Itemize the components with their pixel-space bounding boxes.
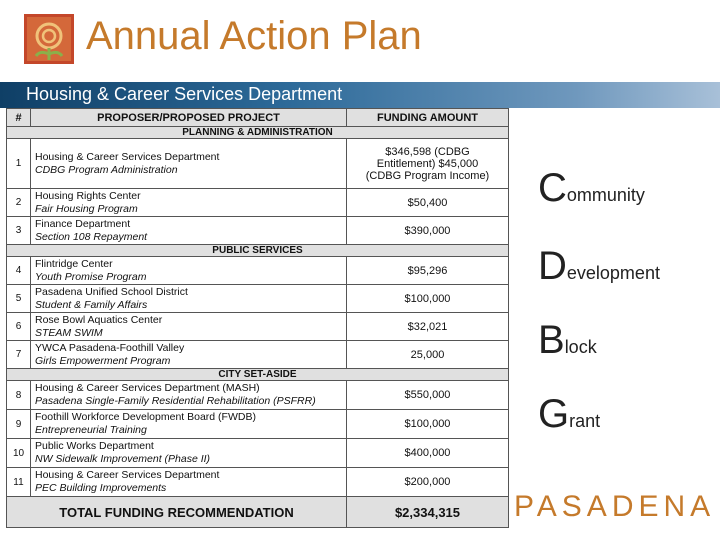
proposer-name: Housing & Career Services Department [35,469,220,481]
row-number: 3 [7,217,31,245]
row-number: 7 [7,341,31,369]
row-number: 11 [7,468,31,497]
funding-amount: $95,296 [347,257,509,285]
cdbg-initial: B [538,318,565,362]
funding-amount: $50,400 [347,189,509,217]
table-header-row [7,109,509,127]
cdbg-word [538,318,597,363]
table-row [7,410,509,439]
project-cell [31,217,347,245]
row-number: 6 [7,313,31,341]
table-row [7,257,509,285]
project-cell [31,285,347,313]
funding-amount: $32,021 [347,313,509,341]
cdbg-rest: rant [569,411,601,431]
cdbg-rest: lock [564,337,597,357]
section-header-row [7,127,509,139]
project-cell [31,381,347,410]
row-number: 9 [7,410,31,439]
funding-amount: $550,000 [347,381,509,410]
proposer-name: YWCA Pasadena-Foothill Valley [35,341,185,354]
subtitle-bar [0,82,720,108]
project-name: Section 108 Repayment [35,230,148,243]
table-row [7,381,509,410]
table-row [7,313,509,341]
funding-amount: $346,598 (CDBG Entitlement) $45,000 (CDBG Program Income) [347,139,509,189]
funding-table [6,108,509,528]
project-name: CDBG Program Administration [35,163,178,176]
row-number: 1 [7,139,31,189]
project-cell [31,313,347,341]
section-label: CITY SET-ASIDE [7,369,509,381]
row-number: 2 [7,189,31,217]
cdbg-rest: evelopment [566,263,660,283]
table-row [7,341,509,369]
project-name: NW Sidewalk Improvement (Phase II) [35,453,211,465]
table-row [7,139,509,189]
cdbg-word [538,166,645,211]
total-label: TOTAL FUNDING RECOMMENDATION [7,497,347,528]
row-number: 10 [7,439,31,468]
total-amount: $2,334,315 [347,497,509,528]
pasadena-brand: PASADENA [514,490,716,523]
project-cell [31,139,347,189]
proposer-name: Public Works Department [35,440,154,452]
column-header-amount: FUNDING AMOUNT [347,109,509,127]
section-label: PUBLIC SERVICES [7,245,509,257]
proposer-name: Pasadena Unified School District [35,285,188,298]
section-header-row [7,245,509,257]
cdbg-initial: D [538,244,567,288]
column-header-number: # [7,109,31,127]
table-row [7,468,509,497]
project-name: Student & Family Affairs [35,298,148,311]
proposer-name: Housing & Career Services Department (MASH) [35,382,260,394]
project-cell [31,189,347,217]
header [0,0,720,80]
rose-logo-icon [24,14,74,64]
table-row [7,285,509,313]
table-row [7,189,509,217]
funding-amount: $390,000 [347,217,509,245]
proposer-name: Finance Department [35,217,131,230]
section-header-row [7,369,509,381]
funding-amount: $100,000 [347,410,509,439]
proposer-name: Housing Rights Center [35,189,141,202]
row-number: 8 [7,381,31,410]
table-row [7,439,509,468]
project-name: PEC Building Improvements [35,482,167,494]
proposer-name: Rose Bowl Aquatics Center [35,313,163,326]
cdbg-word [538,392,600,437]
table-body [7,127,509,497]
funding-amount: $400,000 [347,439,509,468]
project-name: STEAM SWIM [35,326,103,339]
table-row [7,217,509,245]
project-name: Entrepreneurial Training [35,424,147,436]
project-cell [31,341,347,369]
project-name: Girls Empowerment Program [35,354,171,367]
page-title: Annual Action Plan [86,14,422,58]
section-label: PLANNING & ADMINISTRATION [7,127,509,139]
row-number: 4 [7,257,31,285]
cdbg-word [538,244,660,289]
funding-amount: 25,000 [347,341,509,369]
proposer-name: Foothill Workforce Development Board (FWDB) [35,411,256,423]
funding-amount: $200,000 [347,468,509,497]
total-row [7,497,509,528]
project-name: Pasadena Single-Family Residential Rehabilitation (PSFRR) [35,395,316,407]
cdbg-initial: G [538,392,570,436]
cdbg-initial: C [538,166,567,210]
row-number: 5 [7,285,31,313]
funding-amount: $100,000 [347,285,509,313]
project-cell [31,468,347,497]
proposer-name: Flintridge Center [35,257,113,270]
project-cell [31,257,347,285]
project-name: Fair Housing Program [35,202,138,215]
project-cell [31,439,347,468]
funding-table-container [6,108,508,534]
proposer-name: Housing & Career Services Department [35,150,220,163]
column-header-project: PROPOSER/PROPOSED PROJECT [31,109,347,127]
project-name: Youth Promise Program [35,270,147,283]
cdbg-rest: ommunity [566,185,645,205]
project-cell [31,410,347,439]
department-subtitle: Housing & Career Services Department [26,84,343,104]
